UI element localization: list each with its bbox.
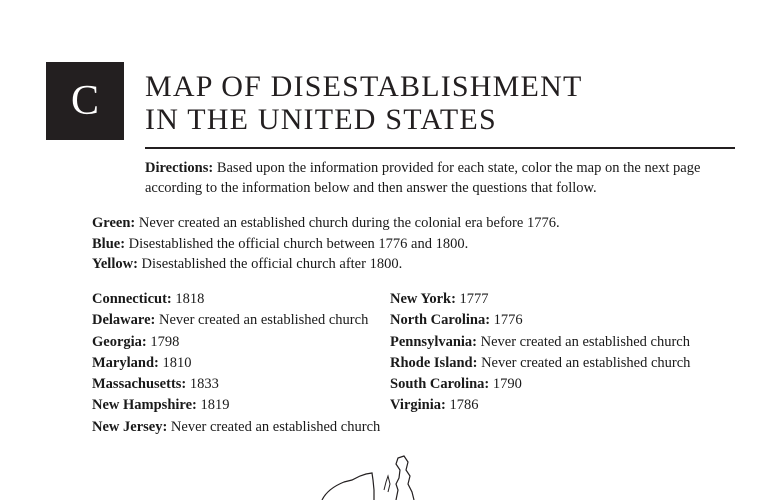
legend-color-label: Yellow: bbox=[92, 256, 138, 272]
map-outline-fragment bbox=[300, 440, 440, 500]
state-item bbox=[92, 353, 380, 374]
state-name: Pennsylvania: bbox=[390, 333, 478, 350]
directions-text: Based upon the information provided for each state, color the map on the next page according to the information below and then answer the questions that follow. bbox=[145, 160, 701, 196]
state-name: New Hampshire: bbox=[92, 397, 197, 414]
state-item bbox=[92, 374, 380, 395]
state-name: South Carolina: bbox=[390, 376, 490, 393]
state-item bbox=[92, 332, 380, 353]
section-letter: C bbox=[70, 78, 99, 124]
state-value: 1777 bbox=[455, 291, 489, 307]
state-name: New Jersey: bbox=[92, 418, 168, 435]
legend-description: Never created an established church during the colonial era before 1776. bbox=[135, 215, 560, 231]
color-legend bbox=[92, 213, 560, 275]
page-title-line-1: MAP OF DISESTABLISHMENT bbox=[145, 70, 583, 103]
state-name: Maryland: bbox=[92, 354, 159, 371]
state-item bbox=[92, 310, 380, 331]
page-title-line-2: IN THE UNITED STATES bbox=[145, 103, 497, 136]
state-name: Delaware: bbox=[92, 312, 156, 329]
legend-color-label: Blue: bbox=[92, 235, 126, 252]
state-item bbox=[390, 289, 690, 310]
state-value: 1819 bbox=[196, 397, 230, 414]
state-item bbox=[92, 395, 380, 416]
state-value: 1818 bbox=[171, 291, 205, 307]
section-letter-badge bbox=[46, 62, 124, 140]
state-list-left bbox=[92, 289, 380, 438]
state-item bbox=[390, 353, 690, 374]
state-value: 1833 bbox=[186, 376, 219, 393]
state-value: Never created an established church bbox=[477, 354, 691, 371]
state-name: Rhode Island: bbox=[390, 354, 478, 371]
state-item bbox=[390, 374, 690, 395]
state-value: 1790 bbox=[489, 376, 522, 393]
state-value: 1786 bbox=[445, 397, 479, 414]
directions-label: Directions: bbox=[145, 160, 214, 176]
state-name: Massachusetts: bbox=[92, 376, 187, 393]
state-item bbox=[390, 332, 690, 353]
state-name: New York: bbox=[390, 291, 456, 307]
legend-item-blue bbox=[92, 234, 560, 255]
state-value: 1798 bbox=[146, 333, 180, 350]
state-value: 1810 bbox=[158, 354, 192, 371]
state-item bbox=[390, 310, 690, 331]
legend-item-green bbox=[92, 213, 560, 234]
state-name: Virginia: bbox=[390, 397, 446, 414]
state-item bbox=[92, 417, 380, 438]
legend-description: Disestablished the official church after 1800. bbox=[137, 256, 403, 272]
state-value: Never created an established church bbox=[155, 312, 369, 329]
legend-item-yellow bbox=[92, 254, 560, 275]
state-value: Never created an established church bbox=[477, 333, 690, 350]
state-name: North Carolina: bbox=[390, 312, 491, 329]
directions-paragraph bbox=[145, 158, 725, 198]
state-list-right bbox=[390, 289, 690, 417]
state-value: Never created an established church bbox=[167, 418, 381, 435]
legend-description: Disestablished the official church between 1776 and 1800. bbox=[125, 235, 469, 252]
state-name: Connecticut: bbox=[92, 291, 172, 307]
state-item bbox=[390, 395, 690, 416]
page-title bbox=[145, 70, 582, 136]
state-item bbox=[92, 289, 380, 310]
state-value: 1776 bbox=[490, 312, 523, 329]
state-name: Georgia: bbox=[92, 333, 147, 350]
legend-color-label: Green: bbox=[92, 215, 136, 231]
title-divider bbox=[145, 147, 735, 149]
